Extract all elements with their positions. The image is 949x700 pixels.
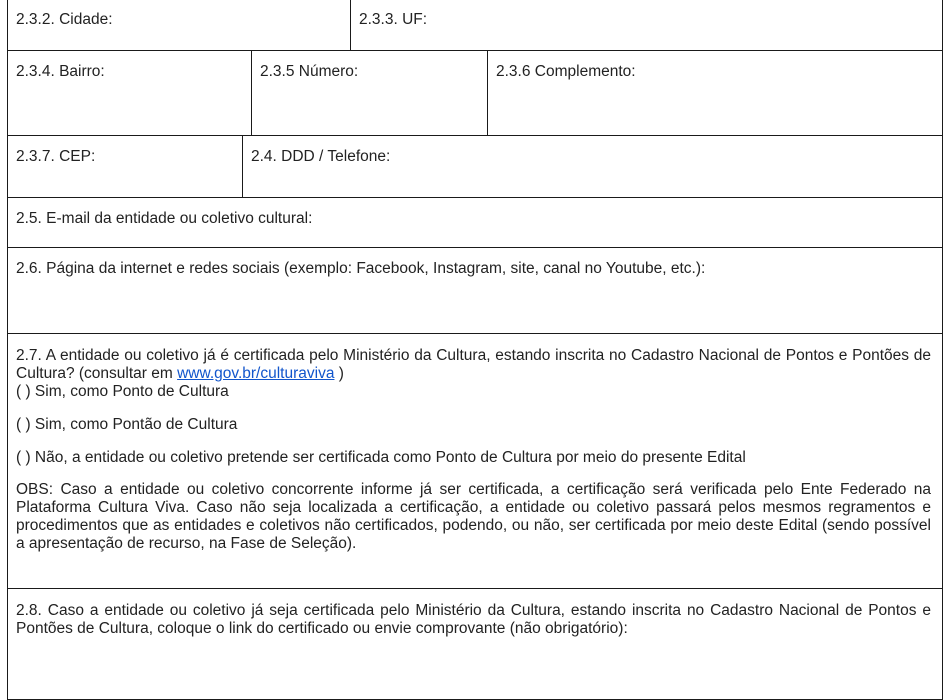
question-2-7-text xyxy=(16,347,931,383)
field-cidade[interactable] xyxy=(8,0,350,50)
label-complemento: 2.3.6 Complemento: xyxy=(496,63,636,80)
question-2-7-text-after: ) xyxy=(334,365,344,382)
label-email: 2.5. E-mail da entidade ou coletivo cultural: xyxy=(16,210,313,227)
label-cep: 2.3.7. CEP: xyxy=(16,148,96,165)
obs-note: OBS: Caso a entidade ou coletivo concorrente informe já ser certificada, a certificação será verificada pelo Ente Federado na Plataforma Cultura Viva. Caso não seja localizada a certificação, a entidade ou coletivo passará pelos mesmos regramentos e procedimentos que as entidades e coletivos não certificados, podendo, ou não, ser certificada por meio deste Edital (sendo possível a apresentação de recurso, na Fase de Seleção). xyxy=(16,481,931,552)
label-telefone: 2.4. DDD / Telefone: xyxy=(251,148,391,165)
row-email xyxy=(8,198,942,248)
row-bairro-numero-complemento xyxy=(8,51,942,136)
label-cidade: 2.3.2. Cidade: xyxy=(16,11,113,28)
question-2-8-text: 2.8. Caso a entidade ou coletivo já seja certificada pelo Ministério da Cultura, estando inscrita no Cadastro Nacional de Pontos e Pontões de Cultura, coloque o link do certificado ou envie comprovante (não obrigatório): xyxy=(16,602,931,637)
field-telefone[interactable] xyxy=(242,136,942,197)
row-pagina-internet xyxy=(8,248,942,334)
field-pagina[interactable] xyxy=(8,248,942,333)
label-uf: 2.3.3. UF: xyxy=(359,11,428,28)
row-link-certificado xyxy=(8,589,942,700)
question-2-8[interactable] xyxy=(8,589,942,699)
field-numero[interactable] xyxy=(251,51,487,135)
culturaviva-link[interactable]: www.gov.br/culturaviva xyxy=(177,365,335,382)
field-email[interactable] xyxy=(8,198,942,247)
label-pagina: 2.6. Página da internet e redes sociais (exemplo: Facebook, Instagram, site, canal no Youtube, etc.): xyxy=(16,260,706,277)
registration-form-table xyxy=(7,0,943,700)
row-cep-telefone xyxy=(8,136,942,198)
field-cep[interactable] xyxy=(8,136,242,197)
question-2-7 xyxy=(8,334,942,588)
row-cidade-uf xyxy=(8,0,942,51)
label-bairro: 2.3.4. Bairro: xyxy=(16,63,105,80)
field-bairro[interactable] xyxy=(8,51,251,135)
row-certificacao xyxy=(8,334,942,589)
field-uf[interactable] xyxy=(350,0,942,50)
option-sim-ponto[interactable]: ( ) Sim, como Ponto de Cultura xyxy=(16,383,229,400)
option-sim-pontao[interactable]: ( ) Sim, como Pontão de Cultura xyxy=(16,416,238,433)
label-numero: 2.3.5 Número: xyxy=(260,63,359,80)
question-2-7-text-before: 2.7. A entidade ou coletivo já é certificada pelo Ministério da Cultura, estando inscrita no Cadastro Nacional de Pontos e Pontões de Cultura? (consultar em xyxy=(16,347,931,382)
field-complemento[interactable] xyxy=(487,51,942,135)
option-nao[interactable]: ( ) Não, a entidade ou coletivo pretende ser certificada como Ponto de Cultura por meio do presente Edital xyxy=(16,449,746,466)
